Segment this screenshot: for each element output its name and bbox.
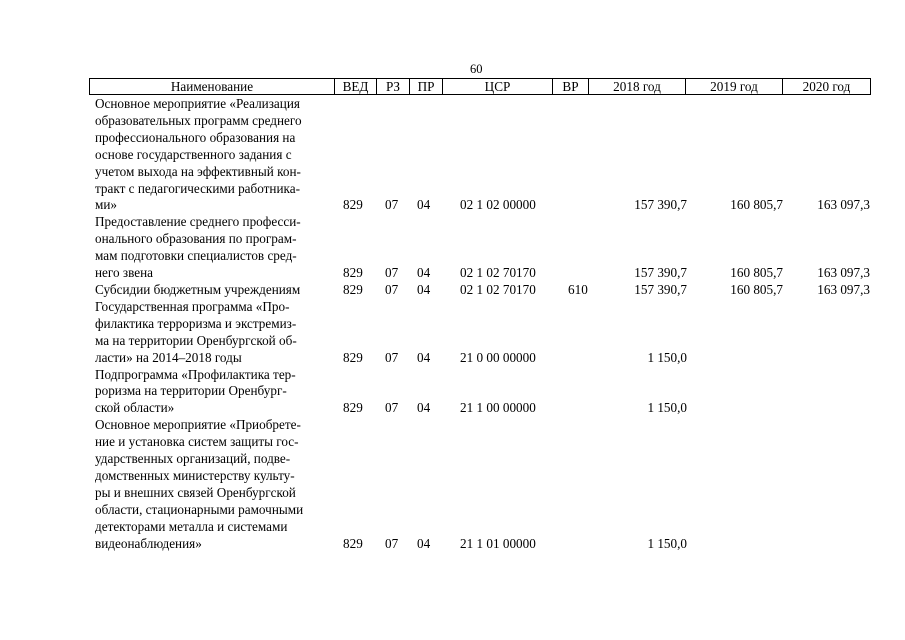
row-name-line: ударственных организаций, подве- — [95, 451, 291, 467]
row-name-line: учетом выхода на эффективный кон- — [95, 163, 301, 179]
cell-rz: 07 — [385, 400, 399, 416]
cell-rz: 07 — [385, 349, 399, 365]
table-row — [89, 96, 879, 214]
cell-csr: 02 1 02 70170 — [460, 281, 536, 297]
row-name-line: Основное мероприятие «Приобрете- — [95, 417, 301, 433]
row-name-line: роризма на территории Оренбург- — [95, 383, 287, 399]
row-name-line: мам подготовки специалистов сред- — [95, 248, 297, 264]
cell-csr: 21 1 01 00000 — [460, 535, 536, 551]
column-header-pr: ПР — [410, 79, 443, 95]
row-name-line: Основное мероприятие «Реализация — [95, 96, 300, 111]
cell-ved: 829 — [343, 197, 363, 213]
row-name — [89, 282, 335, 299]
row-name — [89, 367, 335, 418]
cell-ved: 829 — [343, 349, 363, 365]
cell-y2019: 160 805,7 — [730, 197, 783, 213]
cell-vr: 610 — [568, 281, 588, 297]
row-name-line: Подпрограмма «Профилактика тер- — [95, 366, 296, 382]
row-name-line: ласти» на 2014–2018 годы — [95, 349, 242, 365]
cell-rz: 07 — [385, 281, 399, 297]
cell-rz: 07 — [385, 535, 399, 551]
cell-csr: 02 1 02 70170 — [460, 265, 536, 281]
row-name — [89, 299, 335, 367]
cell-y2019: 160 805,7 — [730, 281, 783, 297]
row-name-line: ние и установка систем защиты гос- — [95, 434, 299, 450]
cell-y2018: 1 150,0 — [647, 349, 687, 365]
cell-y2020: 163 097,3 — [817, 265, 870, 281]
cell-pr: 04 — [417, 281, 431, 297]
cell-ved: 829 — [343, 265, 363, 281]
row-name-line: области, стационарными рамочными — [95, 501, 304, 517]
cell-ved: 829 — [343, 281, 363, 297]
row-name-line: тракт с педагогическими работника- — [95, 180, 300, 196]
cell-rz: 07 — [385, 265, 399, 281]
row-name-line: Государственная программа «Про- — [95, 298, 290, 314]
column-header-name: Наименование — [90, 79, 335, 95]
row-name-line: домственных министерству культу- — [95, 467, 295, 483]
row-name-line: филактика терроризма и экстремиз- — [95, 315, 297, 331]
table-row — [89, 214, 879, 282]
row-name — [89, 214, 335, 282]
page-number: 60 — [470, 62, 483, 76]
table-header — [89, 78, 871, 95]
column-header-2019: 2019 год — [686, 79, 783, 95]
column-header-vr: ВР — [553, 79, 589, 95]
row-name-line: видеонаблюдения» — [95, 535, 202, 551]
cell-y2020: 163 097,3 — [817, 281, 870, 297]
cell-ved: 829 — [343, 400, 363, 416]
cell-csr: 21 1 00 00000 — [460, 400, 536, 416]
row-name-line: Предоставление среднего професси- — [95, 214, 301, 230]
cell-rz: 07 — [385, 197, 399, 213]
cell-y2018: 157 390,7 — [634, 281, 687, 297]
row-name-line: ской области» — [95, 400, 175, 416]
column-header-csr: ЦСР — [443, 79, 553, 95]
table-row — [89, 299, 879, 367]
cell-pr: 04 — [417, 535, 431, 551]
table-row — [89, 282, 879, 299]
cell-y2018: 1 150,0 — [647, 535, 687, 551]
cell-y2018: 157 390,7 — [634, 197, 687, 213]
row-name-line: онального образования по програм- — [95, 231, 297, 247]
row-name-line: него звена — [95, 265, 154, 281]
row-name-line: основе государственного задания с — [95, 146, 292, 162]
cell-csr: 21 0 00 00000 — [460, 349, 536, 365]
column-header-ved: ВЕД — [335, 79, 377, 95]
row-name-line: ми» — [95, 197, 117, 213]
table-row — [89, 367, 879, 418]
column-header-rz: РЗ — [377, 79, 410, 95]
cell-y2019: 160 805,7 — [730, 265, 783, 281]
row-name-line: Субсидии бюджетным учреждениям — [95, 281, 301, 297]
column-header-2018: 2018 год — [589, 79, 686, 95]
cell-pr: 04 — [417, 265, 431, 281]
row-name — [89, 417, 335, 552]
table-body — [89, 96, 879, 552]
row-name-line: ры и внешних связей Оренбургской — [95, 484, 296, 500]
row-name-line: детекторами металла и системами — [95, 518, 288, 534]
cell-y2020: 163 097,3 — [817, 197, 870, 213]
row-name-line: профессионального образования на — [95, 129, 296, 145]
column-header-2020: 2020 год — [783, 79, 871, 95]
cell-pr: 04 — [417, 400, 431, 416]
row-name — [89, 96, 335, 214]
cell-pr: 04 — [417, 349, 431, 365]
cell-pr: 04 — [417, 197, 431, 213]
table-row — [89, 417, 879, 552]
cell-y2018: 157 390,7 — [634, 265, 687, 281]
cell-csr: 02 1 02 00000 — [460, 197, 536, 213]
cell-y2018: 1 150,0 — [647, 400, 687, 416]
row-name-line: ма на территории Оренбургской об- — [95, 332, 297, 348]
cell-ved: 829 — [343, 535, 363, 551]
row-name-line: образовательных программ среднего — [95, 112, 302, 128]
